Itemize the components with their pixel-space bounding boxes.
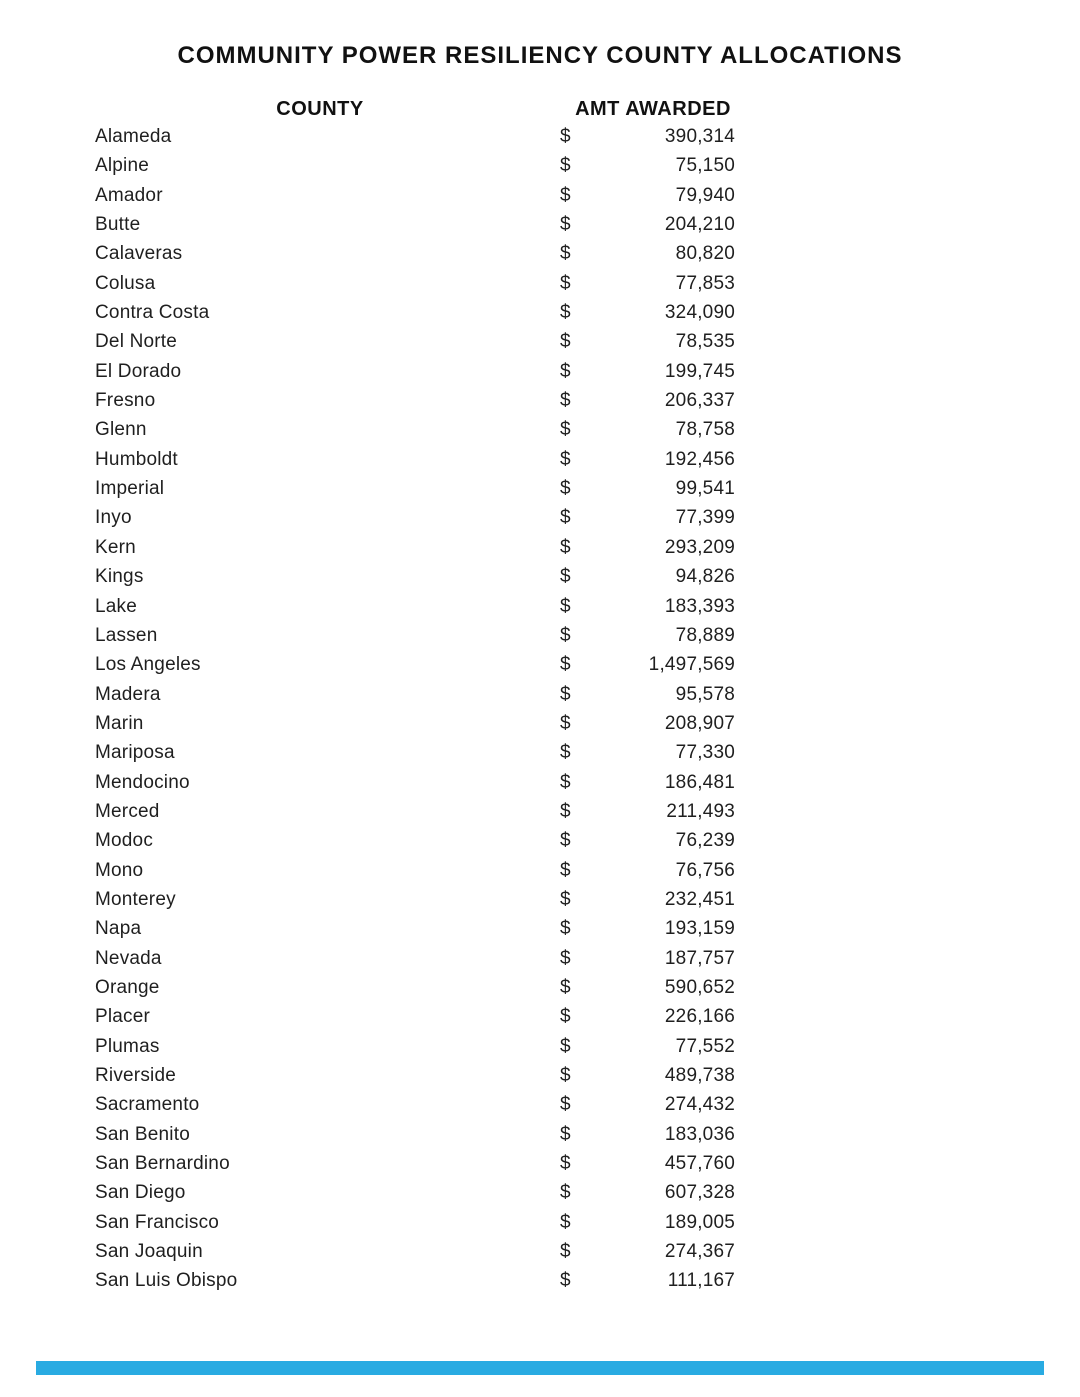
amount-awarded: 95,578 bbox=[675, 683, 735, 705]
dollar-sign: $ bbox=[560, 214, 571, 236]
dollar-sign: $ bbox=[560, 1153, 571, 1175]
county-name: Los Angeles bbox=[95, 654, 201, 676]
amount-awarded: 78,535 bbox=[675, 331, 735, 353]
county-name: Kern bbox=[95, 536, 136, 558]
dollar-sign: $ bbox=[560, 654, 571, 676]
dollar-sign: $ bbox=[560, 566, 571, 588]
dollar-sign: $ bbox=[560, 595, 571, 617]
table-row bbox=[0, 445, 1080, 474]
dollar-sign: $ bbox=[560, 155, 571, 177]
table-row bbox=[0, 474, 1080, 503]
county-name: Madera bbox=[95, 683, 161, 705]
amount-awarded: 293,209 bbox=[664, 536, 735, 558]
table-row bbox=[0, 1120, 1080, 1149]
amount-awarded: 78,758 bbox=[675, 419, 735, 441]
amount-awarded: 590,652 bbox=[664, 976, 735, 998]
table-row bbox=[0, 1178, 1080, 1207]
dollar-sign: $ bbox=[560, 1035, 571, 1057]
amount-awarded: 211,493 bbox=[666, 800, 735, 822]
county-name: Modoc bbox=[95, 830, 154, 852]
table-row bbox=[0, 181, 1080, 210]
dollar-sign: $ bbox=[560, 302, 571, 324]
dollar-sign: $ bbox=[560, 360, 571, 382]
amount-awarded: 99,541 bbox=[675, 478, 735, 500]
dollar-sign: $ bbox=[560, 859, 571, 881]
amount-awarded: 186,481 bbox=[664, 771, 735, 793]
table-row bbox=[0, 856, 1080, 885]
county-name: Contra Costa bbox=[95, 302, 210, 324]
county-name: Amador bbox=[95, 184, 163, 206]
amount-awarded: 324,090 bbox=[664, 302, 735, 324]
dollar-sign: $ bbox=[560, 888, 571, 910]
amount-awarded: 1,497,569 bbox=[648, 654, 735, 676]
county-name: Plumas bbox=[95, 1035, 160, 1057]
amount-awarded: 79,940 bbox=[675, 184, 735, 206]
table-row bbox=[0, 327, 1080, 356]
dollar-sign: $ bbox=[560, 331, 571, 353]
county-name: Kings bbox=[95, 566, 144, 588]
county-name: Sacramento bbox=[95, 1094, 200, 1116]
county-name: Mariposa bbox=[95, 742, 175, 764]
county-name: Glenn bbox=[95, 419, 147, 441]
table-row bbox=[0, 592, 1080, 621]
dollar-sign: $ bbox=[560, 683, 571, 705]
amount-awarded: 204,210 bbox=[664, 214, 735, 236]
county-name: Riverside bbox=[95, 1065, 176, 1086]
table-row bbox=[0, 973, 1080, 1002]
county-name: Colusa bbox=[95, 272, 156, 294]
dollar-sign: $ bbox=[560, 1094, 571, 1116]
county-name: San Bernardino bbox=[95, 1153, 230, 1175]
county-name: Alameda bbox=[95, 126, 172, 147]
table-row bbox=[0, 1149, 1080, 1178]
table-row bbox=[0, 122, 1080, 151]
amount-awarded: 187,757 bbox=[664, 947, 735, 969]
dollar-sign: $ bbox=[560, 507, 571, 529]
table-row bbox=[0, 1237, 1080, 1266]
amount-awarded: 232,451 bbox=[664, 888, 735, 910]
county-name: Imperial bbox=[95, 478, 165, 500]
table-row bbox=[0, 914, 1080, 943]
footer-accent-bar bbox=[36, 1361, 1044, 1375]
dollar-sign: $ bbox=[560, 184, 571, 206]
table-row bbox=[0, 1208, 1080, 1237]
county-name: Humboldt bbox=[95, 448, 178, 470]
amount-awarded: 193,159 bbox=[664, 918, 735, 940]
table-row bbox=[0, 1266, 1080, 1295]
amount-awarded: 76,756 bbox=[675, 859, 735, 881]
county-name: Marin bbox=[95, 712, 144, 734]
amount-awarded: 199,745 bbox=[664, 360, 735, 382]
table-row bbox=[0, 650, 1080, 679]
dollar-sign: $ bbox=[560, 771, 571, 793]
column-header-amt-awarded: AMT AWARDED bbox=[575, 98, 731, 120]
county-name: San Luis Obispo bbox=[95, 1270, 238, 1292]
table-row bbox=[0, 269, 1080, 298]
dollar-sign: $ bbox=[560, 830, 571, 852]
county-name: Calaveras bbox=[95, 243, 183, 265]
amount-awarded: 77,330 bbox=[675, 742, 735, 764]
dollar-sign: $ bbox=[560, 1241, 571, 1263]
amount-awarded: 77,552 bbox=[675, 1035, 735, 1057]
amount-awarded: 457,760 bbox=[664, 1153, 735, 1175]
dollar-sign: $ bbox=[560, 918, 571, 940]
county-name: Napa bbox=[95, 918, 142, 940]
amount-awarded: 77,853 bbox=[675, 272, 735, 294]
dollar-sign: $ bbox=[560, 1123, 571, 1145]
dollar-sign: $ bbox=[560, 536, 571, 558]
table-row bbox=[0, 826, 1080, 855]
table-row bbox=[0, 239, 1080, 268]
county-name: San Joaquin bbox=[95, 1241, 203, 1263]
table-row bbox=[0, 210, 1080, 239]
county-name: Del Norte bbox=[95, 331, 178, 353]
dollar-sign: $ bbox=[560, 478, 571, 500]
amount-awarded: 94,826 bbox=[675, 566, 735, 588]
table-row bbox=[0, 944, 1080, 973]
table-row bbox=[0, 885, 1080, 914]
amount-awarded: 80,820 bbox=[675, 243, 735, 265]
amount-awarded: 274,367 bbox=[664, 1241, 735, 1263]
county-name: Mono bbox=[95, 859, 144, 881]
table-row bbox=[0, 709, 1080, 738]
table-row bbox=[0, 386, 1080, 415]
county-name: Butte bbox=[95, 214, 141, 236]
county-name: San Diego bbox=[95, 1182, 186, 1204]
table-row bbox=[0, 562, 1080, 591]
dollar-sign: $ bbox=[560, 1211, 571, 1233]
county-name: El Dorado bbox=[95, 360, 182, 382]
dollar-sign: $ bbox=[560, 448, 571, 470]
table-row bbox=[0, 357, 1080, 386]
county-name: Fresno bbox=[95, 390, 156, 412]
dollar-sign: $ bbox=[560, 976, 571, 998]
amount-awarded: 76,239 bbox=[675, 830, 735, 852]
amount-awarded: 111,167 bbox=[667, 1270, 735, 1292]
table-row bbox=[0, 533, 1080, 562]
dollar-sign: $ bbox=[560, 1270, 571, 1292]
amount-awarded: 75,150 bbox=[675, 155, 735, 177]
amount-awarded: 192,456 bbox=[664, 448, 735, 470]
amount-awarded: 183,036 bbox=[664, 1123, 735, 1145]
county-name: Mendocino bbox=[95, 771, 190, 793]
dollar-sign: $ bbox=[560, 742, 571, 764]
dollar-sign: $ bbox=[560, 1006, 571, 1028]
allocations-table bbox=[0, 122, 1080, 1296]
dollar-sign: $ bbox=[560, 272, 571, 294]
dollar-sign: $ bbox=[560, 390, 571, 412]
table-row bbox=[0, 621, 1080, 650]
dollar-sign: $ bbox=[560, 800, 571, 822]
table-row bbox=[0, 1032, 1080, 1061]
county-name: San Benito bbox=[95, 1123, 190, 1145]
amount-awarded: 189,005 bbox=[664, 1211, 735, 1233]
amount-awarded: 489,738 bbox=[664, 1065, 735, 1086]
amount-awarded: 77,399 bbox=[675, 507, 735, 529]
page-title: COMMUNITY POWER RESILIENCY COUNTY ALLOCATIONS bbox=[177, 42, 903, 69]
table-row bbox=[0, 1061, 1080, 1090]
amount-awarded: 206,337 bbox=[664, 390, 735, 412]
county-name: Placer bbox=[95, 1006, 151, 1028]
dollar-sign: $ bbox=[560, 712, 571, 734]
county-name: Inyo bbox=[95, 507, 132, 529]
county-name: Merced bbox=[95, 800, 160, 822]
dollar-sign: $ bbox=[560, 947, 571, 969]
county-name: Lake bbox=[95, 595, 138, 617]
amount-awarded: 274,432 bbox=[664, 1094, 735, 1116]
amount-awarded: 226,166 bbox=[664, 1006, 735, 1028]
column-header-county: COUNTY bbox=[276, 98, 364, 120]
county-name: Alpine bbox=[95, 155, 150, 177]
table-row bbox=[0, 415, 1080, 444]
county-name: Nevada bbox=[95, 947, 162, 969]
dollar-sign: $ bbox=[560, 126, 571, 147]
table-row bbox=[0, 738, 1080, 767]
dollar-sign: $ bbox=[560, 1065, 571, 1086]
table-row bbox=[0, 1090, 1080, 1119]
county-name: Orange bbox=[95, 976, 160, 998]
dollar-sign: $ bbox=[560, 624, 571, 646]
table-row bbox=[0, 680, 1080, 709]
county-name: Lassen bbox=[95, 624, 158, 646]
table-row bbox=[0, 1002, 1080, 1031]
amount-awarded: 78,889 bbox=[675, 624, 735, 646]
table-row bbox=[0, 151, 1080, 180]
table-row bbox=[0, 298, 1080, 327]
dollar-sign: $ bbox=[560, 243, 571, 265]
county-name: San Francisco bbox=[95, 1211, 220, 1233]
table-row bbox=[0, 768, 1080, 797]
amount-awarded: 208,907 bbox=[664, 712, 735, 734]
table-row bbox=[0, 797, 1080, 826]
amount-awarded: 607,328 bbox=[664, 1182, 735, 1204]
dollar-sign: $ bbox=[560, 419, 571, 441]
amount-awarded: 390,314 bbox=[664, 126, 735, 147]
dollar-sign: $ bbox=[560, 1182, 571, 1204]
amount-awarded: 183,393 bbox=[664, 595, 735, 617]
county-name: Monterey bbox=[95, 888, 176, 910]
table-row bbox=[0, 503, 1080, 532]
